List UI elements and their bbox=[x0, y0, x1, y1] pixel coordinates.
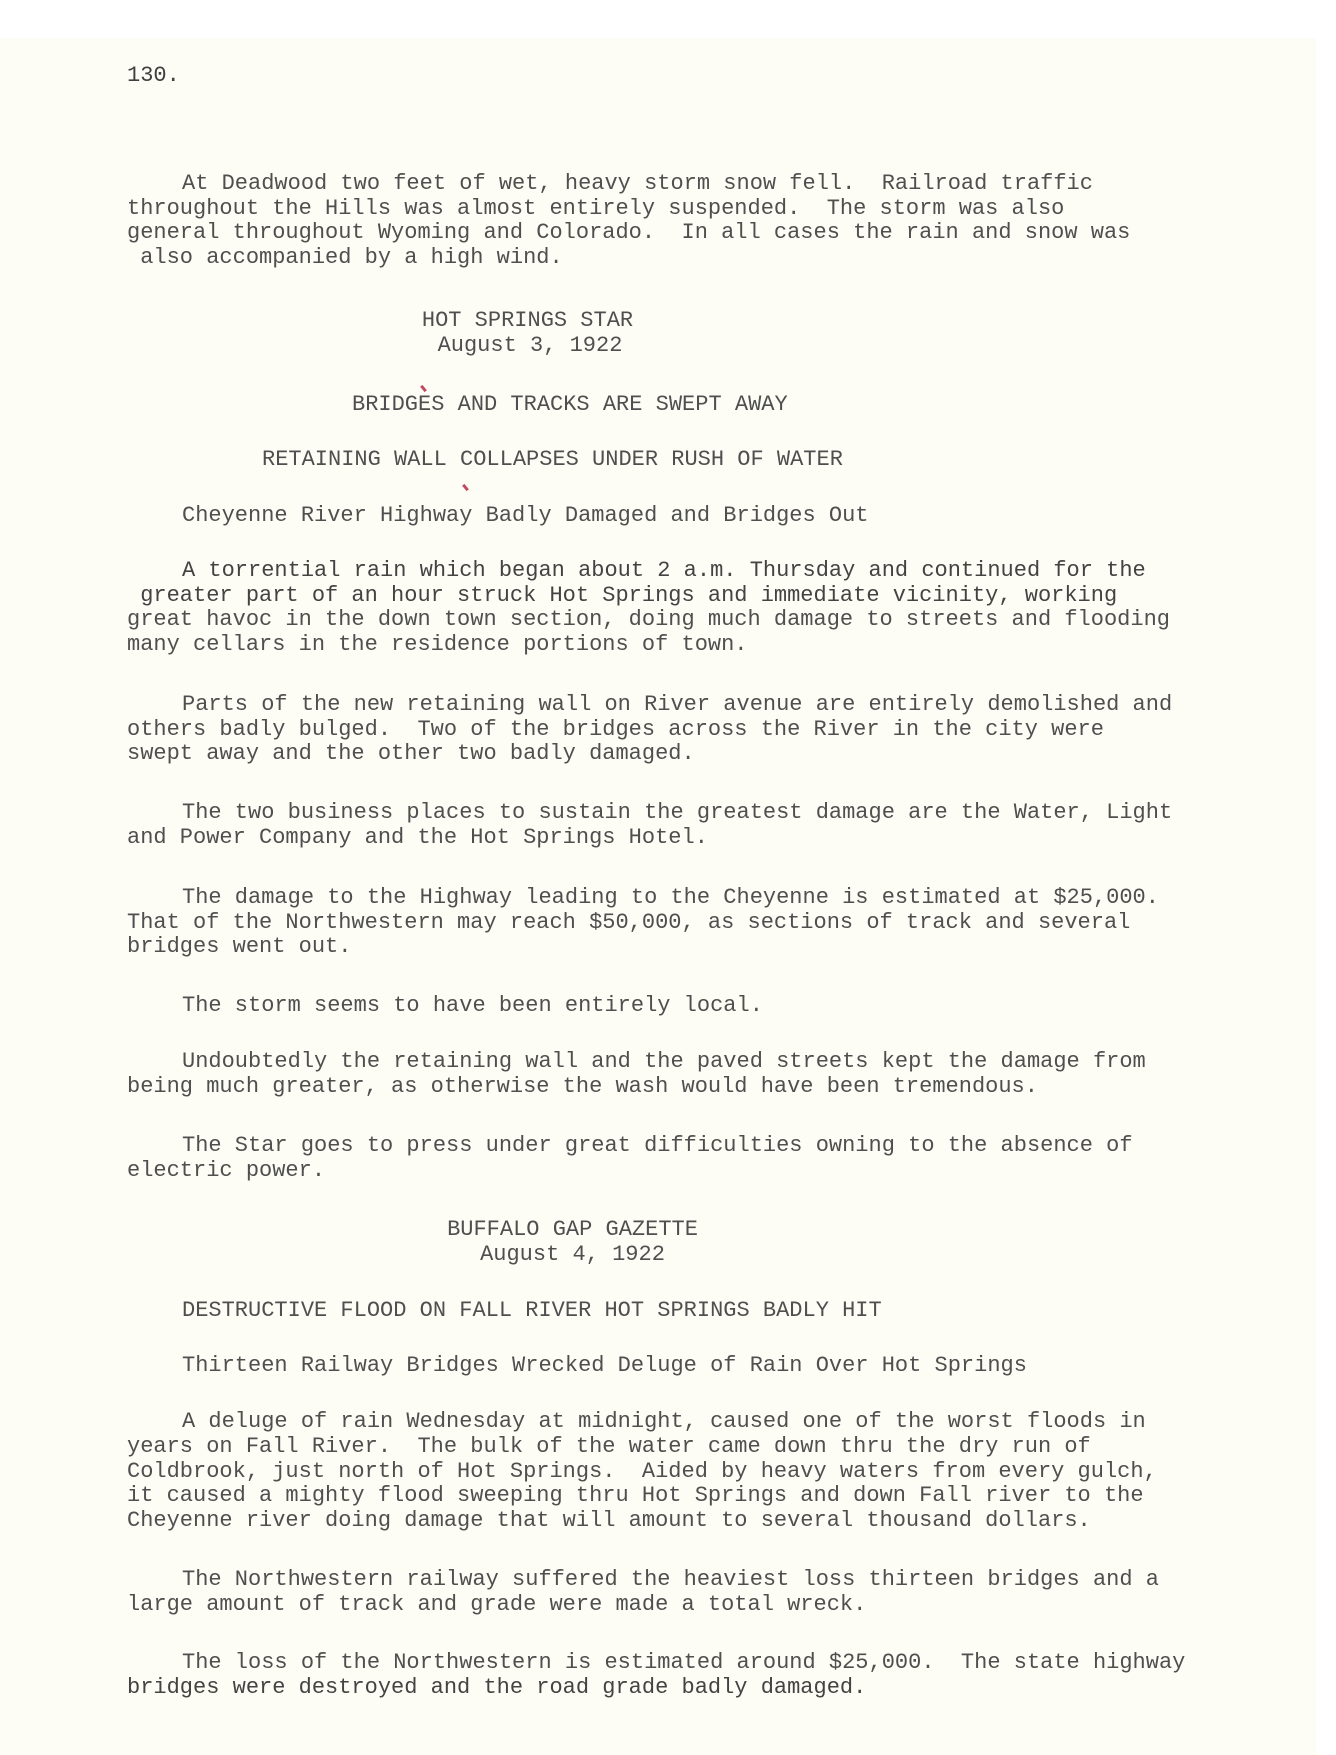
subheadline: Cheyenne River Highway Badly Damaged and Bridges Out bbox=[182, 503, 869, 528]
text-line: Cheyenne river doing damage that will amount to several thousand dollars. bbox=[127, 1508, 1091, 1533]
text-line: A torrential rain which began about 2 a.m. Thursday and continued for the bbox=[182, 558, 1146, 583]
page-number: 130. bbox=[127, 63, 180, 88]
text-line: The storm seems to have been entirely local. bbox=[182, 993, 763, 1018]
text-line: years on Fall River. The bulk of the water came down thru the dry run of bbox=[127, 1434, 1091, 1459]
text-line: Undoubtedly the retaining wall and the paved streets kept the damage from bbox=[182, 1049, 1146, 1074]
newspaper-date: August 4, 1922 bbox=[480, 1242, 665, 1267]
text-line: A deluge of rain Wednesday at midnight, caused one of the worst floods in bbox=[182, 1409, 1146, 1434]
text-line: great havoc in the down town section, doing much damage to streets and flooding bbox=[127, 607, 1170, 632]
newspaper-name: BUFFALO GAP GAZETTE bbox=[447, 1217, 698, 1242]
newspaper-name: HOT SPRINGS STAR bbox=[421, 308, 634, 333]
text-line: others badly bulged. Two of the bridges across the River in the city were bbox=[127, 717, 1104, 742]
text-line: greater part of an hour struck Hot Springs and immediate vicinity, working bbox=[127, 583, 1118, 608]
headline: RETAINING WALL COLLAPSES UNDER RUSH OF WATER bbox=[262, 447, 843, 472]
text-line: The Northwestern railway suffered the heaviest loss thirteen bridges and a bbox=[182, 1567, 1159, 1592]
text-line: bridges were destroyed and the road grade badly damaged. bbox=[127, 1675, 867, 1700]
text-line: being much greater, as otherwise the wash would have been tremendous. bbox=[127, 1074, 1038, 1099]
newspaper-date: August 3, 1922 bbox=[437, 333, 623, 358]
text-line: The loss of the Northwestern is estimated around $25,000. The state highway bbox=[182, 1650, 1186, 1675]
text-line: That of the Northwestern may reach $50,000, as sections of track and several bbox=[127, 910, 1131, 935]
text-line: also accompanied by a high wind. bbox=[127, 245, 563, 270]
text-line: The damage to the Highway leading to the Cheyenne is estimated at $25,000. bbox=[182, 885, 1159, 910]
text-line: throughout the Hills was almost entirely suspended. The storm was also bbox=[127, 196, 1065, 221]
text-line: The Star goes to press under great difficulties owning to the absence of bbox=[182, 1133, 1133, 1158]
text-line: swept away and the other two badly damaged. bbox=[127, 741, 695, 766]
text-line: At Deadwood two feet of wet, heavy storm snow fell. Railroad traffic bbox=[182, 171, 1093, 196]
text-line: general throughout Wyoming and Colorado. In all cases the rain and snow was bbox=[127, 220, 1131, 245]
text-line: bridges went out. bbox=[127, 934, 352, 959]
ink-mark bbox=[462, 484, 469, 491]
subheadline: Thirteen Railway Bridges Wrecked Deluge of Rain Over Hot Springs bbox=[182, 1353, 1027, 1378]
text-line: Coldbrook, just north of Hot Springs. Aided by heavy waters from every gulch, bbox=[127, 1459, 1157, 1484]
headline: BRIDGES AND TRACKS ARE SWEPT AWAY bbox=[352, 392, 788, 417]
text-line: it caused a mighty flood sweeping thru Hot Springs and down Fall river to the bbox=[127, 1483, 1144, 1508]
text-line: and Power Company and the Hot Springs Hotel. bbox=[127, 825, 708, 850]
headline: DESTRUCTIVE FLOOD ON FALL RIVER HOT SPRINGS BADLY HIT bbox=[182, 1298, 882, 1323]
text-line: large amount of track and grade were made a total wreck. bbox=[127, 1592, 867, 1617]
text-line: many cellars in the residence portions of town. bbox=[127, 632, 748, 657]
text-line: Parts of the new retaining wall on River avenue are entirely demolished and bbox=[182, 692, 1173, 717]
text-line: electric power. bbox=[127, 1158, 326, 1183]
text-line: The two business places to sustain the greatest damage are the Water, Light bbox=[182, 800, 1173, 825]
